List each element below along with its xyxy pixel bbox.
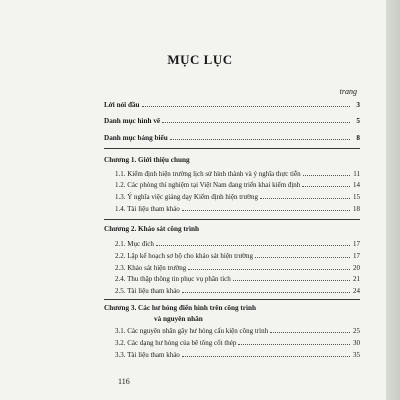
- toc-entry: [104, 101, 360, 109]
- toc-leader-dots: [142, 106, 350, 107]
- chapter-title: Chương 3. Các hư hỏng điển hình trên công trình: [104, 304, 256, 312]
- chapter-heading: [104, 156, 360, 164]
- page-number: 116: [118, 377, 130, 386]
- toc-entry-label: 1.3. Ý nghĩa việc giảng dạy Kiểm định hiện trường: [115, 193, 258, 201]
- toc-entry: [115, 351, 360, 359]
- toc-leader-dots: [182, 210, 350, 211]
- chapter-heading: [104, 225, 360, 233]
- toc-entry: [115, 240, 360, 248]
- toc-entry: [115, 339, 360, 347]
- toc-entry-page: 20: [353, 264, 360, 272]
- toc-entry-label: 3.1. Các nguyên nhân gây hư hỏng cấu kiện công trình: [115, 327, 269, 335]
- section-divider: [104, 148, 360, 149]
- toc-leader-dots: [270, 332, 350, 333]
- toc-entry-label: 2.1. Mục đích: [115, 240, 154, 248]
- toc-leader-dots: [182, 292, 350, 293]
- chapter-title: Chương 1. Giới thiệu chung: [104, 156, 190, 164]
- toc-entry-page: 8: [356, 134, 360, 142]
- toc-entry: [115, 252, 360, 260]
- section-divider: [104, 219, 360, 220]
- toc-entry-page: 35: [353, 351, 360, 359]
- toc-entry-label: Danh mục bảng biểu: [104, 134, 168, 142]
- toc-entry-label: 1.2. Các phòng thí nghiệm tại Việt Nam đang triển khai kiểm định: [115, 181, 301, 189]
- page-column-label: trang: [339, 87, 357, 96]
- toc-entry-label: 2.4. Thu thập thông tin phục vụ phân tích: [115, 275, 231, 283]
- toc-entry: [115, 205, 360, 213]
- toc-leader-dots: [182, 356, 350, 357]
- toc-leader-dots: [162, 122, 350, 123]
- toc-entry-page: 17: [353, 240, 360, 248]
- toc-entry-page: 14: [353, 181, 360, 189]
- toc-entry: [115, 275, 360, 283]
- toc-entry-label: Lời nói đầu: [104, 101, 140, 109]
- toc-leader-dots: [188, 269, 350, 270]
- toc-entry-page: 18: [353, 205, 360, 213]
- toc-entry-label: 2.2. Lập kế hoạch sơ bộ cho khảo sát hiện trường: [115, 252, 253, 260]
- toc-entry: [115, 264, 360, 272]
- toc-leader-dots: [303, 175, 350, 176]
- toc-entry-label: 1.4. Tài liệu tham khảo: [115, 205, 180, 213]
- toc-entry-page: 17: [353, 252, 360, 260]
- toc-entry: [115, 287, 360, 295]
- toc-entry-page: 24: [353, 287, 360, 295]
- toc-entry: [115, 327, 360, 335]
- toc-entry-label: Danh mục hình vẽ: [104, 117, 161, 125]
- toc-leader-dots: [255, 257, 350, 258]
- toc-entry: [115, 181, 360, 189]
- chapter-heading: [104, 304, 360, 312]
- section-divider: [104, 299, 360, 300]
- toc-entry-page: 15: [353, 193, 360, 201]
- toc-entry-page: 5: [356, 117, 360, 125]
- toc-entry-page: 30: [353, 339, 360, 347]
- toc-entry: [115, 170, 360, 178]
- toc-entry-label: 2.5. Tài liệu tham khảo: [115, 287, 180, 295]
- toc-entry: [104, 117, 360, 125]
- toc-entry-page: 11: [353, 170, 360, 178]
- chapter-title: Chương 2. Khảo sát công trình: [104, 225, 199, 233]
- toc-leader-dots: [156, 245, 350, 246]
- toc-entry-page: 25: [353, 327, 360, 335]
- toc-leader-dots: [302, 186, 350, 187]
- toc-entry-label: 3.2. Các dạng hư hỏng của bê tông cốt thép: [115, 339, 237, 347]
- toc-entry-label: 2.3. Khảo sát hiện trường: [115, 264, 187, 272]
- toc-leader-dots: [233, 280, 350, 281]
- toc-leader-dots: [238, 344, 350, 345]
- toc-entry-label: 1.1. Kiểm định hiện trường lịch sử hình thành và ý nghĩa thực tiễn: [115, 170, 301, 178]
- page-title: MỤC LỤC: [167, 52, 233, 67]
- toc-entry-page: 3: [356, 101, 360, 109]
- toc-entry-page: 21: [353, 275, 360, 283]
- chapter-title-continuation: và nguyên nhân: [154, 315, 203, 323]
- toc-leader-dots: [260, 198, 350, 199]
- toc-entry-label: 3.3. Tài liệu tham khảo: [115, 351, 180, 359]
- toc-leader-dots: [170, 139, 350, 140]
- toc-entry: [115, 193, 360, 201]
- toc-entry: [104, 134, 360, 142]
